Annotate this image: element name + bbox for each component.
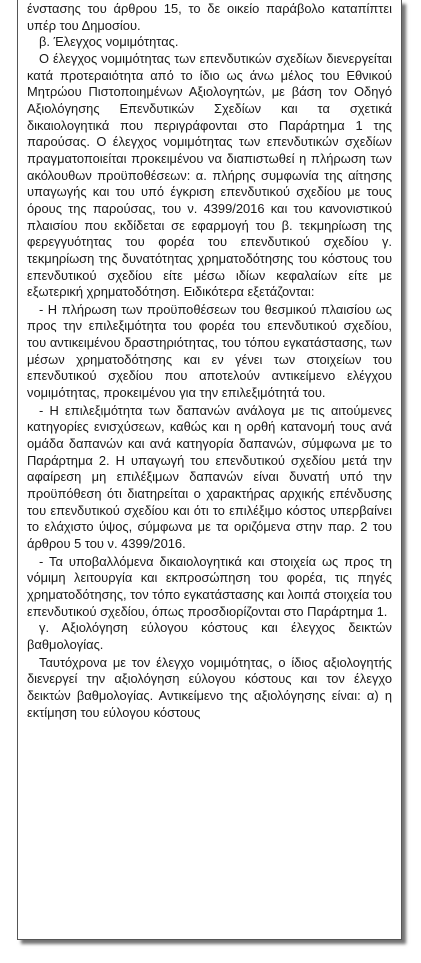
- list-item-eligibility-conditions: - Η πλήρωση των προϋποθέσεων του θεσμικού πλαισίου ως προς την επιλεξιμότητα του φορέα του επενδυτικού σχεδίου, του αντικειμένου δραστηριότητας, του τόπου εγκατάστασης, των μέσων χρηματοδότησης και εν γένει των στοιχείων του επενδυτικού σχεδίου που αποτελούν αντικείμενο ελέγχου νομιμότητας, προκειμένου για την επιλεξιμότητά του.: [27, 301, 392, 401]
- page-frame: [17, 0, 402, 940]
- section-heading-reasonable-cost: γ. Αξιολόγηση εύλογου κόστους και έλεγχος δεικτών βαθμολογίας.: [27, 620, 392, 652]
- list-item-supporting-documents: - Τα υποβαλλόμενα δικαιολογητικά και στοιχεία ως προς τη νόμιμη λειτουργία και εκπροσώπηση του φορέα, τις πηγές χρηματοδότησης, τον τόπο εγκατάστασης και λοιπά στοιχεία του επενδυτικού σχεδίου, όπως προσδιορίζονται στο Παράρτημα 1.: [27, 553, 392, 619]
- paragraph-reasonable-cost: Ταυτόχρονα με τον έλεγχο νομιμότητας, ο ίδιος αξιολογητής διενεργεί την αξιολόγηση εύλογου κόστους και τον έλεγχο δεικτών βαθμολογίας. Αντικείμενο της αξιολόγησης είναι: α) η εκτίμηση του εύλογου κόστους: [27, 654, 392, 720]
- list-item-cost-eligibility: - Η επιλεξιμότητα των δαπανών ανάλογα με τις αιτούμενες κατηγορίες ενισχύσεων, καθώς και η ορθή κατανομή τους ανά ομάδα δαπανών και ανά κατηγορία δαπανών, σύμφωνα με το Παράρτημα 2. Η υπαγωγή του επενδυτικού σχεδίου μετά την αφαίρεση μη επιλέξιμων δαπανών είναι δυνατή υπό την προϋπόθεση ότι διατηρείται ο χαρακτήρας αρχικής επένδυσης του επενδυτικού σχεδίου και ότι το επιλέξιμο κόστος υπερβαίνει το ελάχιστο ύψος, σύμφωνα με τα οριζόμενα στην παρ. 2 του άρθρου 5 του ν. 4399/2016.: [27, 402, 392, 551]
- section-heading-legality-check: β. Έλεγχος νομιμότητας.: [39, 34, 179, 50]
- text-column: [27, 1, 392, 721]
- paragraph-legality-check: Ο έλεγχος νομιμότητας των επενδυτικών σχεδίων διενεργείται κατά προτεραιότητα από το ίδιο ως άνω μέλος του Εθνικού Μητρώου Πιστοποιημένων Αξιολογητών, με βάση τον Οδηγό Αξιολόγησης Επενδυτικών Σχεδίων και τα σχετικά δικαιολογητικά που περιγράφονται στο Παράρτημα 1 της παρούσας. Ο έλεγχος νομιμότητας των επενδυτικών σχεδίων πραγματοποιείται προκειμένου να διαπιστωθεί η πλήρωση των ακόλουθων προϋποθέσεων: α. πλήρης συμφωνία της αίτησης υπαγωγής και του υπό έγκριση επενδυτικού σχεδίου με τους όρους της παρούσας, του ν. 4399/2016 και του κανονιστικού πλαισίου που εκδίδεται σε εφαρμογή του β. τεκμηρίωση της φερεγγυότητας του φορέα του επενδυτικού σχεδίου γ. τεκμηρίωση της δυνατότητας χρηματοδότησης του κόστους του επενδυτικού σχεδίου είτε μέσω ιδίων κεφαλαίων είτε με εξωτερική χρηματοδότηση. Ειδικότερα εξετάζονται:: [27, 50, 392, 300]
- paragraph-continuation: ένστασης του άρθρου 15, το δε οικείο παράβολο καταπίπτει υπέρ του Δημοσίου.: [27, 1, 392, 33]
